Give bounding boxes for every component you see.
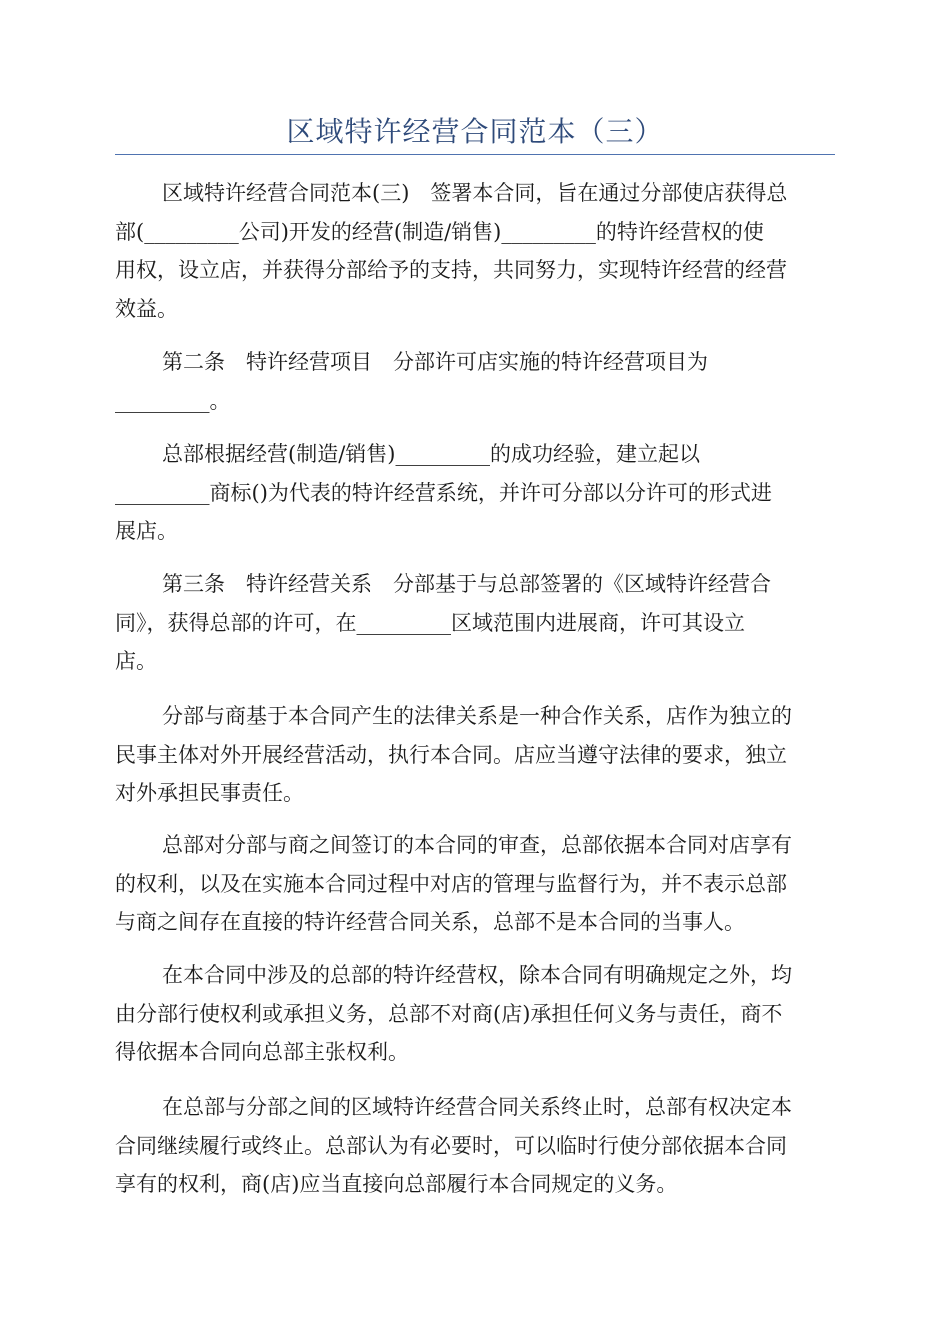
paragraph-line: 分部与商基于本合同产生的法律关系是一种合作关系，店作为独立的: [162, 704, 792, 728]
paragraph-line: 的权利，以及在实施本合同过程中对店的管理与监督行为，并不表示总部: [115, 871, 787, 896]
paragraph-line: _________。: [115, 388, 231, 413]
paragraph-line: 店。: [115, 649, 157, 673]
paragraph-line: 由分部行使权利或承担义务，总部不对商(店)承担任何义务与责任，商不: [115, 1001, 783, 1026]
paragraph-line: 部(_________公司)开发的经营(制造/销售)_________的特许经营权的使: [115, 219, 764, 244]
paragraph-intro: [115, 174, 835, 328]
paragraph-line: 区域特许经营合同范本(三) 签署本合同，旨在通过分部使店获得总: [162, 181, 788, 205]
paragraph-line: 享有的权利，商(店)应当直接向总部履行本合同规定的义务。: [115, 1172, 678, 1196]
paragraph-legal-relation: [115, 697, 835, 813]
paragraph-line: 第三条 特许经营关系 分部基于与总部签署的《区域特许经营合: [162, 572, 771, 596]
paragraph-line: 对外承担民事责任。: [115, 781, 304, 805]
paragraph-franchise-rights: [115, 956, 835, 1072]
title-underline: [115, 154, 835, 155]
paragraph-line: 用权，设立店，并获得分部给予的支持，共同努力，实现特许经营的经营: [115, 258, 787, 282]
paragraph-line: 同》，获得总部的许可，在_________区域范围内进展商，许可其设立: [115, 610, 745, 635]
paragraph-line: 在总部与分部之间的区域特许经营合同关系终止时，总部有权决定本: [162, 1095, 792, 1119]
paragraph-article-3: [115, 565, 835, 681]
paragraph-line: _________商标()为代表的特许经营系统，并许可分部以分许可的形式进: [115, 480, 772, 505]
paragraph-termination: [115, 1088, 835, 1204]
paragraph-line: 展店。: [115, 519, 178, 543]
paragraph-line: 得依据本合同向总部主张权利。: [115, 1040, 409, 1064]
paragraph-line: 总部根据经营(制造/销售)_________的成功经验，建立起以: [162, 442, 700, 466]
paragraph-headquarters-system: [115, 435, 835, 551]
paragraph-line: 民事主体对外开展经营活动，执行本合同。店应当遵守法律的要求，独立: [115, 742, 787, 767]
paragraph-line: 第二条 特许经营项目 分部许可店实施的特许经营项目为: [162, 350, 708, 374]
paragraph-line: 总部对分部与商之间签订的本合同的审查，总部依据本合同对店享有: [162, 833, 792, 857]
paragraph-line: 在本合同中涉及的总部的特许经营权，除本合同有明确规定之外，均: [162, 963, 792, 987]
paragraph-review: [115, 826, 835, 942]
paragraph-article-2: [115, 343, 835, 420]
paragraph-line: 效益。: [115, 296, 178, 321]
paragraph-line: 合同继续履行或终止。总部认为有必要时，可以临时行使分部依据本合同: [115, 1133, 787, 1158]
document-title: 区域特许经营合同范本（三）: [286, 115, 664, 148]
paragraph-line: 与商之间存在直接的特许经营合同关系，总部不是本合同的当事人。: [115, 910, 745, 934]
